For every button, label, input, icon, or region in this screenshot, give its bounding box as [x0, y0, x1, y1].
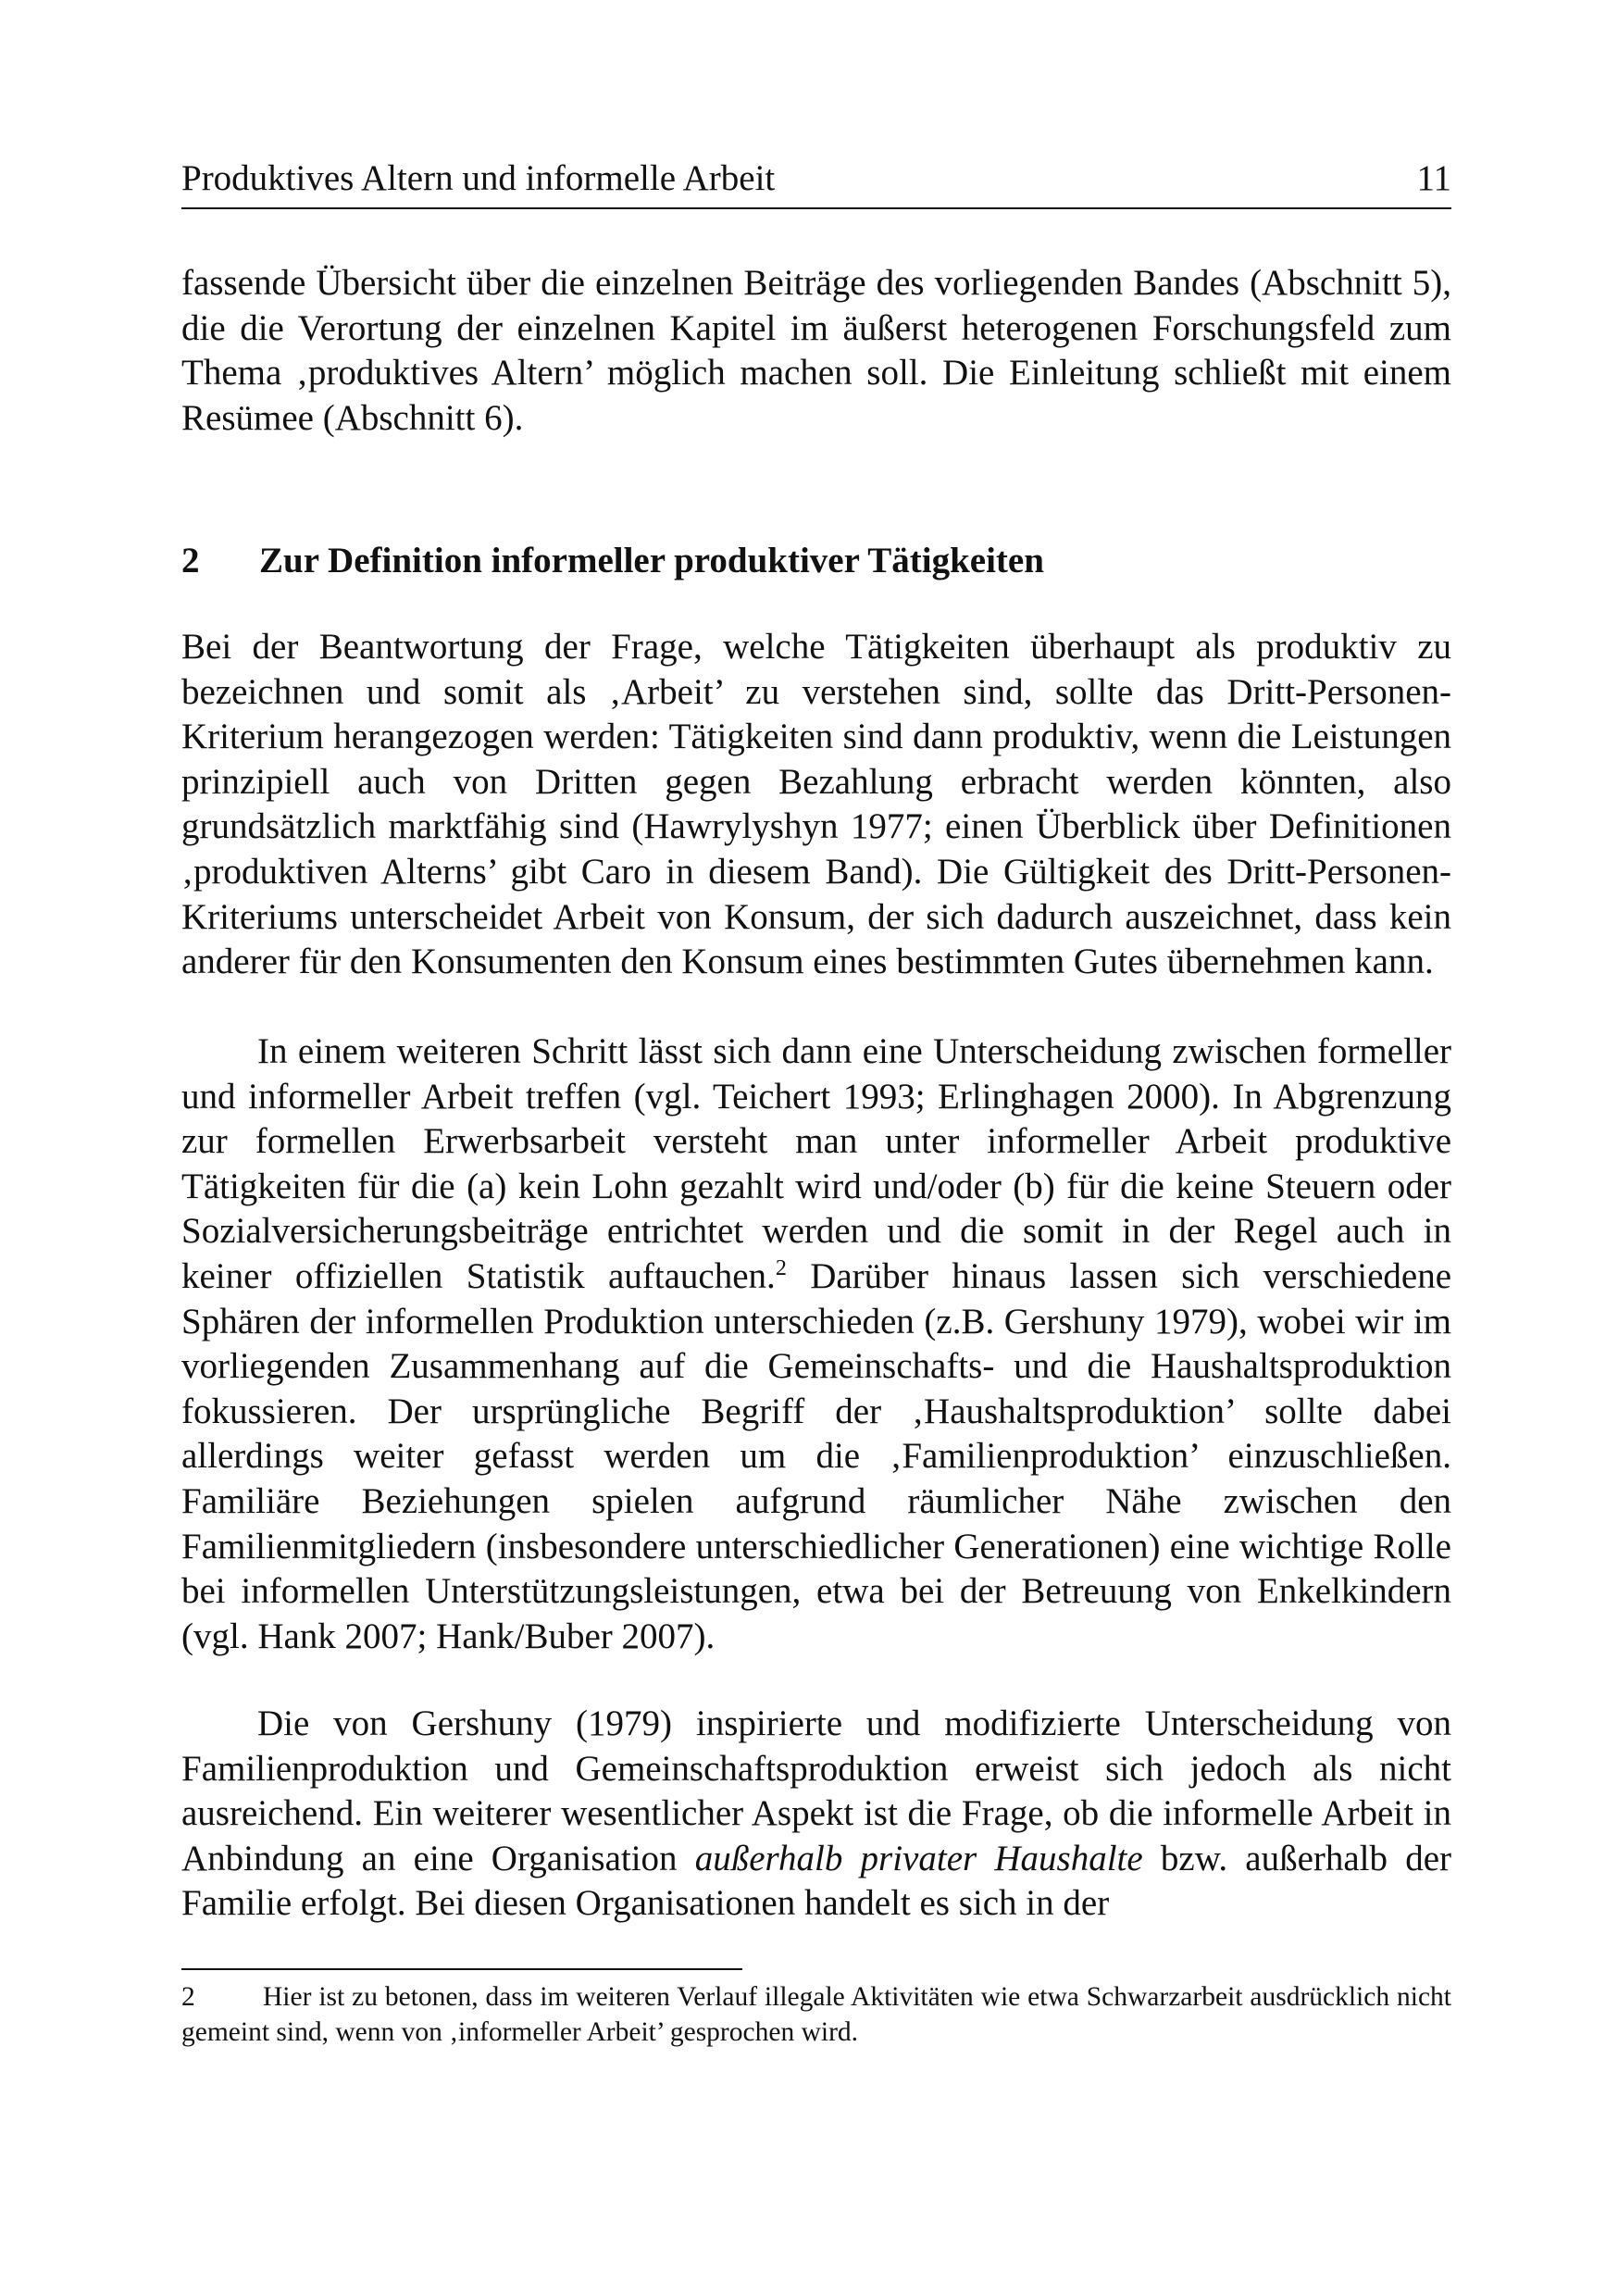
- page-number: 11: [1416, 158, 1451, 198]
- footnote-number: 2: [181, 1982, 195, 2012]
- footnote-text: Hier ist zu betonen, dass im weiteren Verlauf illegale Aktivitäten wie etwa Schwarzarbeit ausdrücklich nicht gemeint sind, wenn von ‚informeller Arbeit’ gesprochen wird.: [181, 1982, 1451, 2047]
- paragraph-3-text-b: bzw. außerhalb der Familie erfolgt. Bei diesen Organisationen handelt es sich in der: [181, 1838, 1451, 1924]
- emphasized-phrase: außerhalb privater Haushalte: [694, 1838, 1143, 1878]
- body-paragraph-2: [181, 1029, 1451, 1659]
- section-title: Zur Definition informeller produktiver Tätigkeiten: [259, 541, 1044, 580]
- intro-paragraph: fassende Übersicht über die einzelnen Beiträge des vorliegenden Bandes (Abschnitt 5), die die Verortung der einzelnen Kapitel im äußerst heterogenen Forschungsfeld zum Thema ‚produktives Altern’ möglich machen soll. Die Einleitung schließt mit einem Resümee (Abschnitt 6).: [181, 263, 1451, 438]
- paragraph-3-text-a: Die von Gershuny (1979) inspirierte und modifizierte Unterscheidung von Familienproduktion und Gemeinschaftsproduktion erweist sich jedoch als nicht ausreichend. Ein weiterer wesentlicher Aspekt ist die Frage, ob die informelle Arbeit in Anbindung an eine Organisation: [181, 1703, 1451, 1878]
- body-paragraph-3: [181, 1702, 1451, 1927]
- section-heading: [181, 540, 1044, 582]
- running-title: Produktives Altern und informelle Arbeit: [181, 158, 776, 198]
- section-number: 2: [181, 541, 200, 580]
- footnote: [181, 1979, 1451, 2050]
- footnote-separator: [181, 1968, 742, 1970]
- paragraph-2-text-b: Darüber hinaus lassen sich verschiedene Sphären der informellen Produktion unterschieden (z.B. Gershuny 1979), wobei wir im vorliegenden Zusammenhang auf die Gemeinschafts- und die Haushaltsproduktion fokussieren. Der ursprüngliche Begriff der ‚Haushaltsproduktion’ sollte dabei allerdings weiter gefasst werden um die ‚Familienproduktion’ einzuschließen. Familiäre Beziehungen spielen aufgrund räumlicher Nähe zwischen den Familienmitgliedern (insbesondere unterschiedlicher Generationen) eine wichtige Rolle bei informellen Unterstützungsleistungen, etwa bei der Betreuung von Enkelkindern (vgl. Hank 2007; Hank/Buber 2007).: [181, 1255, 1452, 1656]
- paragraph-2-text-a: In einem weiteren Schritt lässt sich dann eine Unterscheidung zwischen formeller und informeller Arbeit treffen (vgl. Teichert 1993; Erlinghagen 2000). In Abgrenzung zur formellen Erwerbsarbeit versteht man unter informeller Arbeit produktive Tätigkeiten für die (a) kein Lohn gezahlt wird und/oder (b) für die keine Steuern oder Sozialversicherungsbeiträge entrichtet werden und die somit in der Regel auch in keiner offiziellen Statistik auftauchen.: [181, 1031, 1451, 1296]
- body-paragraph-1: Bei der Beantwortung der Frage, welche Tätigkeiten überhaupt als produktiv zu bezeichnen und somit als ‚Arbeit’ zu verstehen sind, sollte das Dritt-Personen-Kriterium herangezogen werden: Tätigkeiten sind dann produktiv, wenn die Leistungen prinzipiell auch von Dritten gegen Bezahlung erbracht werden könnten, also grundsätzlich marktfähig sind (Hawrylyshyn 1977; einen Überblick über Definitionen ‚produktiven Alterns’ gibt Caro in diesem Band). Die Gültigkeit des Dritt-Personen-Kriteriums unterscheidet Arbeit von Konsum, der sich dadurch auszeichnet, dass kein anderer für den Konsumenten den Konsum eines bestimmten Gutes übernehmen kann.: [181, 627, 1451, 982]
- running-header: [181, 157, 1451, 209]
- footnote-reference[interactable]: 2: [775, 1255, 787, 1280]
